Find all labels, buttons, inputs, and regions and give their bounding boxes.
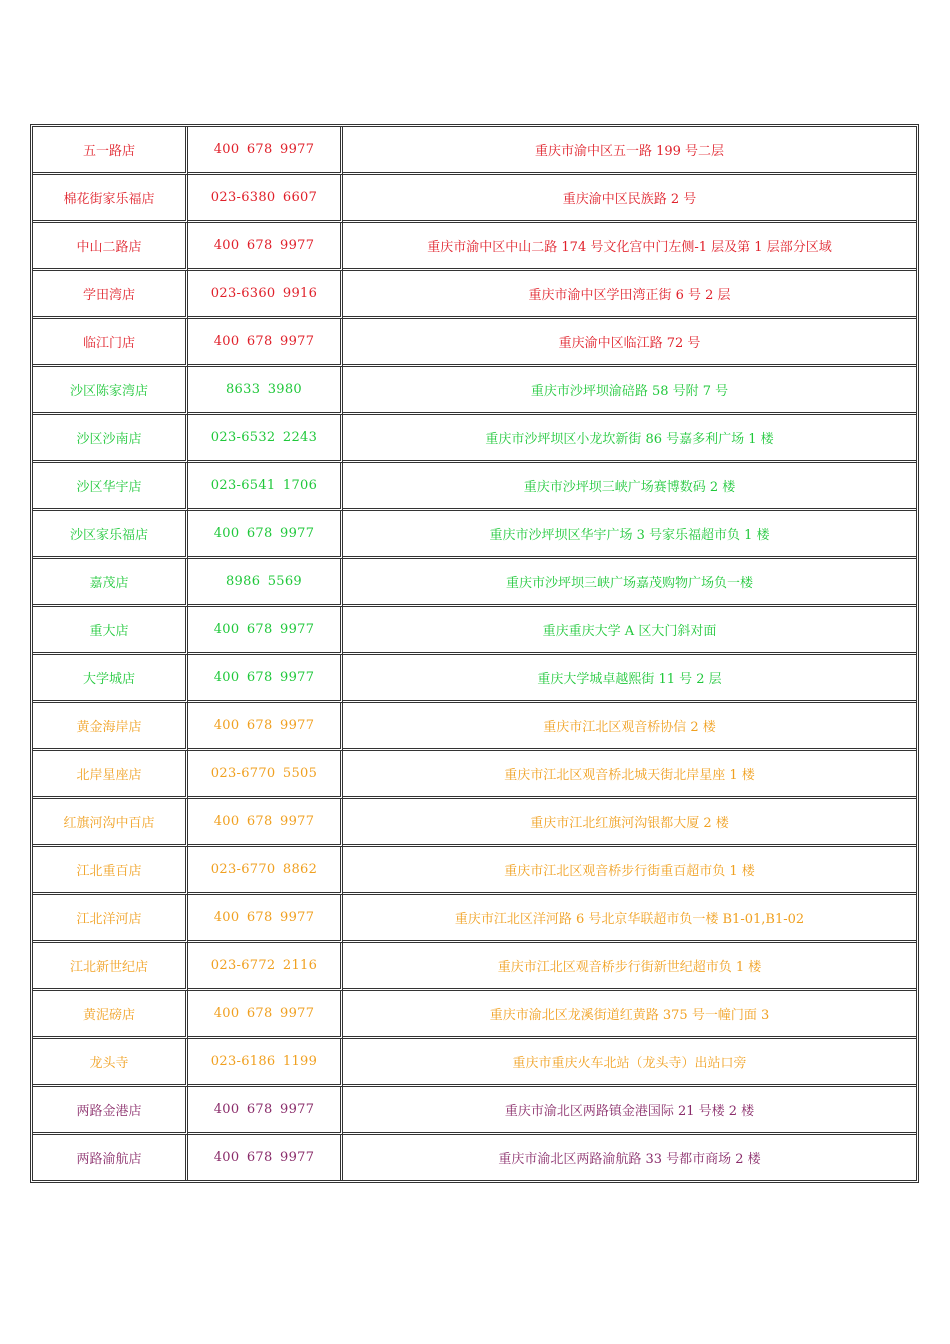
store-phone-cell: 023-6772 2116	[188, 943, 343, 991]
store-name-cell: 黄泥磅店	[33, 991, 188, 1039]
table-row	[33, 1087, 916, 1135]
store-phone-cell: 400 678 9977	[188, 511, 343, 559]
table-row	[33, 319, 916, 367]
table-row	[33, 655, 916, 703]
store-name-cell: 江北重百店	[33, 847, 188, 895]
store-table	[30, 124, 919, 1183]
store-address-cell: 重庆市渝北区龙溪街道红黄路 375 号一幢门面 3	[343, 991, 916, 1039]
store-address-cell: 重庆市渝中区中山二路 174 号文化宫中门左侧-1 层及第 1 层部分区域	[343, 223, 916, 271]
store-name-cell: 临江门店	[33, 319, 188, 367]
table-row	[33, 127, 916, 175]
store-name-cell: 红旗河沟中百店	[33, 799, 188, 847]
store-address-cell: 重庆渝中区临江路 72 号	[343, 319, 916, 367]
store-phone-cell: 400 678 9977	[188, 703, 343, 751]
store-phone-cell: 023-6770 5505	[188, 751, 343, 799]
store-phone-cell: 400 678 9977	[188, 1087, 343, 1135]
store-phone-cell: 8986 5569	[188, 559, 343, 607]
table-row	[33, 223, 916, 271]
store-name-cell: 两路渝航店	[33, 1135, 188, 1180]
store-address-cell: 重庆市江北区观音桥协信 2 楼	[343, 703, 916, 751]
store-address-cell: 重庆市江北区观音桥步行街新世纪超市负 1 楼	[343, 943, 916, 991]
store-phone-cell: 400 678 9977	[188, 991, 343, 1039]
store-name-cell: 沙区华宇店	[33, 463, 188, 511]
table-row	[33, 991, 916, 1039]
table-row	[33, 1135, 916, 1180]
store-phone-cell: 400 678 9977	[188, 655, 343, 703]
table-row	[33, 799, 916, 847]
store-phone-cell: 023-6541 1706	[188, 463, 343, 511]
store-phone-cell: 023-6360 9916	[188, 271, 343, 319]
store-address-cell: 重庆大学城卓越熙街 11 号 2 层	[343, 655, 916, 703]
store-address-cell: 重庆市沙坪坝渝碚路 58 号附 7 号	[343, 367, 916, 415]
store-name-cell: 龙头寺	[33, 1039, 188, 1087]
store-address-cell: 重庆市渝中区五一路 199 号二层	[343, 127, 916, 175]
store-name-cell: 黄金海岸店	[33, 703, 188, 751]
store-address-cell: 重庆市重庆火车北站（龙头寺）出站口旁	[343, 1039, 916, 1087]
store-address-cell: 重庆市江北红旗河沟银都大厦 2 楼	[343, 799, 916, 847]
store-address-cell: 重庆市江北区观音桥北城天街北岸星座 1 楼	[343, 751, 916, 799]
store-name-cell: 沙区家乐福店	[33, 511, 188, 559]
store-name-cell: 重大店	[33, 607, 188, 655]
table-row	[33, 847, 916, 895]
store-phone-cell: 023-6380 6607	[188, 175, 343, 223]
store-address-cell: 重庆市渝中区学田湾正街 6 号 2 层	[343, 271, 916, 319]
store-name-cell: 沙区陈家湾店	[33, 367, 188, 415]
store-name-cell: 北岸星座店	[33, 751, 188, 799]
store-phone-cell: 400 678 9977	[188, 607, 343, 655]
store-address-cell: 重庆市江北区洋河路 6 号北京华联超市负一楼 B1-01,B1-02	[343, 895, 916, 943]
store-name-cell: 两路金港店	[33, 1087, 188, 1135]
store-name-cell: 大学城店	[33, 655, 188, 703]
store-address-cell: 重庆市渝北区两路镇金港国际 21 号楼 2 楼	[343, 1087, 916, 1135]
store-name-cell: 江北新世纪店	[33, 943, 188, 991]
table-row	[33, 1039, 916, 1087]
table-row	[33, 559, 916, 607]
table-row	[33, 175, 916, 223]
store-address-cell: 重庆重庆大学 A 区大门斜对面	[343, 607, 916, 655]
store-name-cell: 江北洋河店	[33, 895, 188, 943]
table-row	[33, 703, 916, 751]
store-name-cell: 沙区沙南店	[33, 415, 188, 463]
table-row	[33, 607, 916, 655]
store-phone-cell: 400 678 9977	[188, 799, 343, 847]
store-phone-cell: 023-6770 8862	[188, 847, 343, 895]
store-address-cell: 重庆渝中区民族路 2 号	[343, 175, 916, 223]
store-phone-cell: 400 678 9977	[188, 223, 343, 271]
table-row	[33, 943, 916, 991]
store-address-cell: 重庆市沙坪坝区小龙坎新街 86 号嘉多利广场 1 楼	[343, 415, 916, 463]
store-phone-cell: 400 678 9977	[188, 319, 343, 367]
store-phone-cell: 8633 3980	[188, 367, 343, 415]
store-table-body	[33, 127, 916, 1180]
store-name-cell: 棉花街家乐福店	[33, 175, 188, 223]
store-address-cell: 重庆市沙坪坝区华宇广场 3 号家乐福超市负 1 楼	[343, 511, 916, 559]
store-name-cell: 学田湾店	[33, 271, 188, 319]
store-address-cell: 重庆市沙坪坝三峡广场赛博数码 2 楼	[343, 463, 916, 511]
store-name-cell: 嘉茂店	[33, 559, 188, 607]
store-phone-cell: 400 678 9977	[188, 1135, 343, 1180]
table-row	[33, 511, 916, 559]
store-phone-cell: 400 678 9977	[188, 895, 343, 943]
table-row	[33, 895, 916, 943]
table-row	[33, 751, 916, 799]
table-row	[33, 415, 916, 463]
store-address-cell: 重庆市江北区观音桥步行街重百超市负 1 楼	[343, 847, 916, 895]
store-address-cell: 重庆市沙坪坝三峡广场嘉茂购物广场负一楼	[343, 559, 916, 607]
store-phone-cell: 400 678 9977	[188, 127, 343, 175]
store-name-cell: 五一路店	[33, 127, 188, 175]
store-address-cell: 重庆市渝北区两路渝航路 33 号都市商场 2 楼	[498, 1152, 761, 1167]
table-row	[33, 271, 916, 319]
store-phone-cell: 023-6186 1199	[188, 1039, 343, 1087]
table-row	[33, 367, 916, 415]
table-row	[33, 463, 916, 511]
store-phone-cell: 023-6532 2243	[188, 415, 343, 463]
store-name-cell: 中山二路店	[33, 223, 188, 271]
